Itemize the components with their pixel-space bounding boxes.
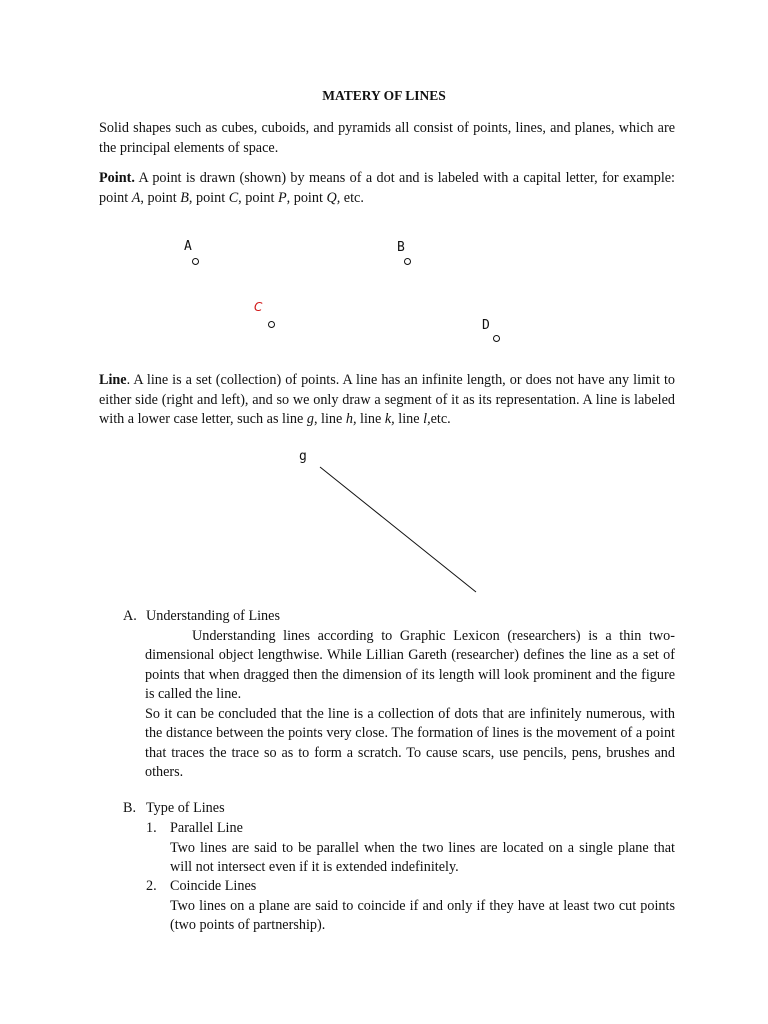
intro-paragraph: Solid shapes such as cubes, cuboids, and pyramids all consist of points, lines, and planes, which are the principal elements of space. xyxy=(99,120,675,156)
point-q-ref: Q, xyxy=(326,189,341,206)
point-label-d: D xyxy=(482,318,490,333)
line-segment xyxy=(320,467,476,592)
section-a-title: Understanding of Lines xyxy=(146,608,280,624)
list-item-coincide xyxy=(146,877,675,936)
point-sep: , point xyxy=(286,189,327,206)
section-b-title: Type of Lines xyxy=(146,800,225,816)
point-p-ref: P xyxy=(277,189,287,206)
line-g-ref: g xyxy=(306,411,314,427)
line-text: . A line is a set (collection) of points. A line has an infinite length, or does not have any limit to either side (right and left), and so we only draw a segment of it as its representation. A line is labeled with a lower case letter, such as line xyxy=(99,372,675,427)
list-item-marker: 2. xyxy=(146,878,157,894)
section-types xyxy=(123,799,675,819)
section-a-marker: A. xyxy=(123,608,137,624)
point-sep: , point xyxy=(238,189,278,206)
section-b-marker: B. xyxy=(123,800,137,816)
line-h-ref: h, xyxy=(345,411,357,427)
line-sep: line xyxy=(394,411,424,427)
section-a-paragraph-1: Understanding lines according to Graphic Lexicon (researchers) is a thin two-dimensional object lengthwise. While Lillian Gareth (researcher) defines the line as a set of points that when dragged then the dimension of its length will look prominent and the figure is called the line. xyxy=(145,627,675,702)
point-label-c: C xyxy=(254,300,263,314)
list-item-marker: 1. xyxy=(146,820,157,836)
point-tail: etc. xyxy=(340,189,364,206)
line-heading: Line xyxy=(99,372,127,388)
list-item-body: Two lines on a plane are said to coincide if and only if they have at least two cut points (two points of partnership). xyxy=(170,897,675,933)
list-item-parallel xyxy=(146,819,675,878)
list-item-title: Coincide Lines xyxy=(170,878,257,894)
list-item-heading xyxy=(146,877,675,897)
list-item-heading xyxy=(146,819,675,839)
point-sep: point xyxy=(192,189,229,206)
line-tail: ,etc. xyxy=(427,411,451,427)
line-sep: line xyxy=(356,411,385,427)
section-a-paragraph-2: So it can be concluded that the line is a collection of dots that are infinitely numerous, with the distance between the points very close. The formation of lines is the movement of a point that traces the trace so as to form a scratch. To cause scars, use pencils, pens, brushes and others. xyxy=(145,705,675,780)
line-l-ref: l xyxy=(423,411,428,427)
point-label-a: A xyxy=(184,239,192,254)
section-a-heading xyxy=(123,607,675,627)
point-a-ref: A xyxy=(131,189,141,206)
point-b-ref: B, xyxy=(180,189,193,206)
line-k-ref: k, xyxy=(384,411,395,427)
list-item-title: Parallel Line xyxy=(170,820,243,836)
point-sep: , point xyxy=(140,189,181,206)
point-heading: Point. xyxy=(99,170,135,186)
line-sep: , line xyxy=(313,411,346,427)
section-b-heading xyxy=(123,799,675,819)
list-item-body: Two lines are said to be parallel when the two lines are located on a single plane that will not intersect even if it is extended indefinitely. xyxy=(170,839,675,875)
section-understanding xyxy=(123,607,675,783)
line-figure-label: g xyxy=(299,449,307,464)
page-title: MATERY OF LINES xyxy=(322,88,446,103)
point-text: A point is drawn (shown) by means of a dot and is labeled with a capital letter, for example: point xyxy=(99,170,675,206)
point-label-b: B xyxy=(397,240,405,255)
point-c-ref: C xyxy=(228,189,239,206)
